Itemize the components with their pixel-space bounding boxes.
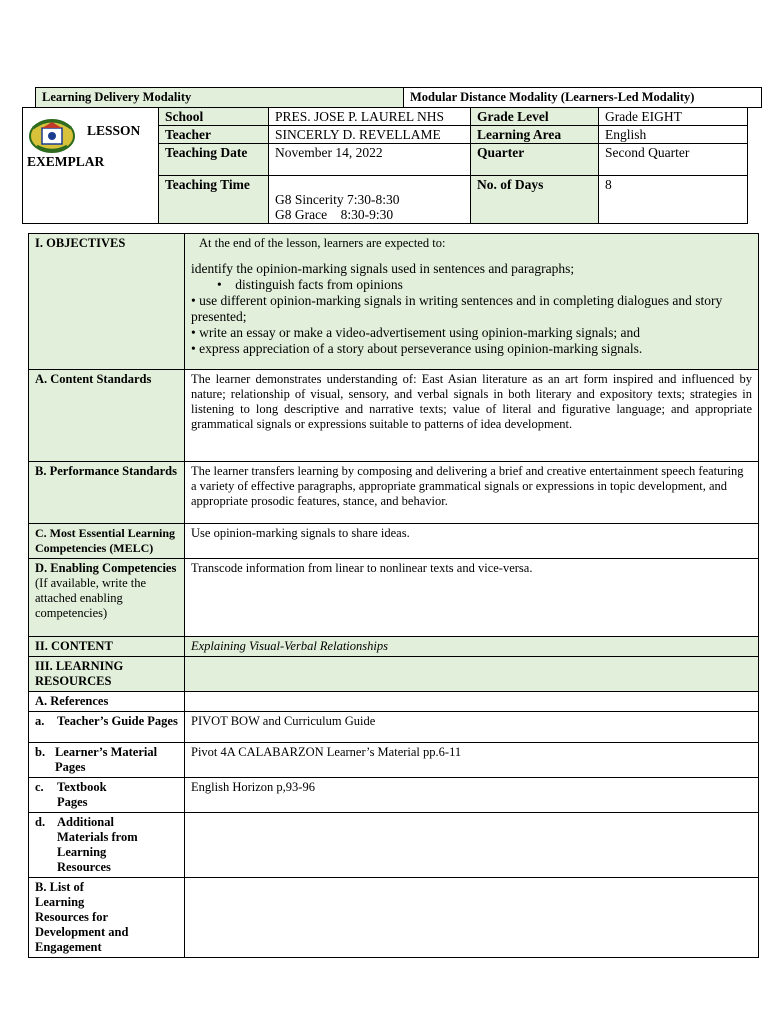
melc-text: Use opinion-marking signals to share ideas. xyxy=(185,524,759,559)
objective-item-5: • express appreciation of a story about perseverance using opinion-marking signals. xyxy=(191,341,643,356)
time-line-2: G8 Grace 8:30-9:30 xyxy=(275,207,394,222)
exemplar-title: EXEMPLAR xyxy=(27,154,105,169)
lm-letter: b. xyxy=(35,745,46,759)
lm-label: Learner’s Material Pages xyxy=(54,745,158,774)
tb-letter: c. xyxy=(35,780,44,794)
days-label: No. of Days xyxy=(471,176,599,224)
objective-item-2 xyxy=(191,277,752,293)
grade-label: Grade Level xyxy=(471,108,599,126)
lesson-plan-table xyxy=(28,233,759,958)
modality-table xyxy=(35,87,762,108)
grade-value: Grade EIGHT xyxy=(599,108,748,126)
lesson-exemplar-cell xyxy=(23,108,159,224)
am-letter: d. xyxy=(35,815,46,829)
time-label: Teaching Time xyxy=(159,176,269,224)
objective-item-4: • write an essay or make a video-advertisement using opinion-marking signals; and xyxy=(191,325,640,340)
modality-value: Modular Distance Modality (Learners-Led Modality) xyxy=(404,88,762,108)
references-value xyxy=(185,692,759,712)
am-label: Additional Materials from Learning Resources xyxy=(57,815,138,874)
lesson-title: LESSON xyxy=(87,123,141,138)
school-seal-icon xyxy=(27,114,77,154)
teacher-value: SINCERLY D. REVELLAME xyxy=(269,126,471,144)
am-label-cell xyxy=(29,813,185,878)
enabling-note: (If available, write the attached enabling competencies) xyxy=(35,576,147,620)
enabling-label-cell xyxy=(29,559,185,637)
quarter-label: Quarter xyxy=(471,144,599,176)
area-label: Learning Area xyxy=(471,126,599,144)
melc-label: C. Most Essential Learning Competencies (MELC) xyxy=(29,524,185,559)
time-value xyxy=(269,176,471,224)
objectives-label: I. OBJECTIVES xyxy=(29,234,185,370)
school-value: PRES. JOSE P. LAUREL NHS xyxy=(269,108,471,126)
modality-label: Learning Delivery Modality xyxy=(36,88,404,108)
objective-item-2-text: distinguish facts from opinions xyxy=(235,277,403,292)
list-resources-value xyxy=(185,878,759,958)
time-line-1: G8 Sincerity 7:30-8:30 xyxy=(275,192,400,207)
tg-value: PIVOT BOW and Curriculum Guide xyxy=(185,712,759,743)
content-label: II. CONTENT xyxy=(29,637,185,657)
lm-value: Pivot 4A CALABARZON Learner’s Material pp.6-11 xyxy=(185,743,759,778)
date-label: Teaching Date xyxy=(159,144,269,176)
am-value xyxy=(185,813,759,878)
learning-resources-label: III. LEARNING RESOURCES xyxy=(29,657,185,692)
bullet-icon: • xyxy=(217,277,236,292)
objective-item-3: • use different opinion-marking signals in writing sentences and in completing dialogues and story presented; xyxy=(191,293,723,324)
content-standards-text: The learner demonstrates understanding of: East Asian literature as an art form inspired and influenced by nature; relationship of visual, sensory, and verbal signals in both literary and expository texts; strategies in listening to long descriptive and narrative texts; value of literal and figurative language; and appropriate grammatical signals or expressions suitable to patterns of idea development. xyxy=(185,370,759,462)
content-text: Explaining Visual-Verbal Relationships xyxy=(185,637,759,657)
tb-label-cell xyxy=(29,778,185,813)
enabling-text: Transcode information from linear to nonlinear texts and vice-versa. xyxy=(185,559,759,637)
tb-value: English Horizon p,93-96 xyxy=(185,778,759,813)
quarter-value: Second Quarter xyxy=(599,144,748,176)
learning-resources-value xyxy=(185,657,759,692)
performance-standards-label: B. Performance Standards xyxy=(29,462,185,524)
date-value: November 14, 2022 xyxy=(269,144,471,176)
list-resources-label: B. List of Learning Resources for Development and Engagement xyxy=(29,878,185,958)
objective-item-1: identify the opinion-marking signals used in sentences and paragraphs; xyxy=(191,261,575,276)
days-value: 8 xyxy=(599,176,748,224)
objectives-content xyxy=(185,234,759,370)
tg-label-cell xyxy=(29,712,185,743)
references-label: A. References xyxy=(29,692,185,712)
school-label: School xyxy=(159,108,269,126)
tg-letter: a. xyxy=(35,714,45,728)
teacher-label: Teacher xyxy=(159,126,269,144)
area-value: English xyxy=(599,126,748,144)
lm-label-cell xyxy=(29,743,185,778)
tb-label: Textbook Pages xyxy=(57,780,107,809)
header-table xyxy=(22,107,748,224)
objectives-intro: At the end of the lesson, learners are expected to: xyxy=(199,236,446,250)
performance-standards-text: The learner transfers learning by composing and delivering a brief and creative entertainment speech featuring a variety of effective paragraphs, appropriate grammatical signals or expressions in topic development, and appropriate prosodic features, stance, and behavior. xyxy=(185,462,759,524)
tg-label: Teacher’s Guide Pages xyxy=(57,714,178,728)
enabling-label: D. Enabling Competencies xyxy=(35,561,177,575)
content-standards-label: A. Content Standards xyxy=(29,370,185,462)
